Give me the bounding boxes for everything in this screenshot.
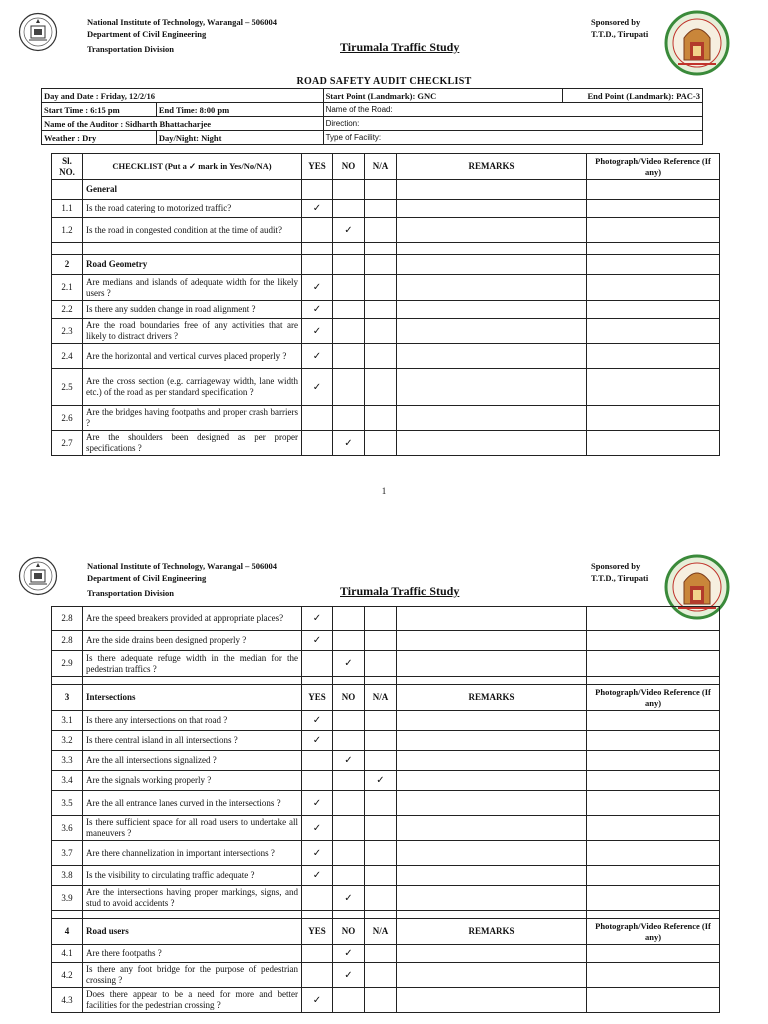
start-time-field: Start Time : 6:15 pm bbox=[42, 103, 157, 117]
auditor-field: Name of the Auditor : Sidharth Bhattacharjee bbox=[42, 117, 324, 131]
remarks-cell bbox=[397, 431, 587, 456]
empty-cell bbox=[587, 180, 720, 200]
item-number: 2.3 bbox=[52, 319, 83, 344]
checklist-row bbox=[52, 841, 720, 866]
empty-cell bbox=[52, 677, 83, 685]
empty-cell bbox=[397, 180, 587, 200]
col-remarks-header: REMARKS bbox=[397, 154, 587, 180]
spacer-row bbox=[52, 243, 720, 255]
remarks-cell bbox=[397, 731, 587, 751]
yes-cell bbox=[302, 963, 333, 988]
photo-cell bbox=[587, 406, 720, 431]
item-number: 3.3 bbox=[52, 751, 83, 771]
empty-cell bbox=[52, 243, 83, 255]
checklist-row bbox=[52, 945, 720, 963]
no-cell bbox=[333, 369, 365, 406]
yes-cell: ✓ bbox=[302, 369, 333, 406]
direction-field: Direction: bbox=[323, 117, 702, 131]
yes-cell: ✓ bbox=[302, 731, 333, 751]
sponsor-block bbox=[591, 16, 648, 40]
end-time-field: End Time: 8:00 pm bbox=[156, 103, 323, 117]
na-cell bbox=[365, 751, 397, 771]
col-checklist-header: CHECKLIST (Put a ✓ mark in Yes/No/NA) bbox=[83, 154, 302, 180]
item-question: Are the all intersections signalized ? bbox=[83, 751, 302, 771]
item-number: 1.2 bbox=[52, 218, 83, 243]
photo-cell bbox=[587, 791, 720, 816]
photo-cell bbox=[587, 731, 720, 751]
remarks-cell bbox=[397, 406, 587, 431]
no-cell bbox=[333, 866, 365, 886]
ttd-emblem-icon bbox=[664, 8, 730, 78]
no-cell: ✓ bbox=[333, 963, 365, 988]
yes-cell: ✓ bbox=[302, 791, 333, 816]
no-cell: ✓ bbox=[333, 751, 365, 771]
no-cell bbox=[333, 841, 365, 866]
yes-cell bbox=[302, 945, 333, 963]
item-number: 2.8 bbox=[52, 631, 83, 651]
empty-cell bbox=[302, 911, 333, 919]
item-number: 2.4 bbox=[52, 344, 83, 369]
checklist-row bbox=[52, 866, 720, 886]
na-cell bbox=[365, 731, 397, 751]
remarks-cell bbox=[397, 963, 587, 988]
item-question: Are there footpaths ? bbox=[83, 945, 302, 963]
empty-cell bbox=[333, 677, 365, 685]
audit-info-table bbox=[41, 88, 703, 145]
checklist-row bbox=[52, 988, 720, 1013]
section-header-row bbox=[52, 685, 720, 711]
section-number: 4 bbox=[52, 919, 83, 945]
remarks-cell bbox=[397, 751, 587, 771]
na-cell bbox=[365, 301, 397, 319]
empty-cell bbox=[365, 911, 397, 919]
checklist-row bbox=[52, 607, 720, 631]
section-number: 2 bbox=[52, 255, 83, 275]
item-question: Is there any intersections on that road ? bbox=[83, 711, 302, 731]
photo-cell bbox=[587, 963, 720, 988]
photo-cell bbox=[587, 886, 720, 911]
checklist-title: ROAD SAFETY AUDIT CHECKLIST bbox=[296, 76, 472, 87]
item-number: 3.4 bbox=[52, 771, 83, 791]
photo-cell bbox=[587, 200, 720, 218]
checklist-row bbox=[52, 731, 720, 751]
end-point-field: End Point (Landmark): PAC-3 bbox=[563, 89, 703, 103]
item-number: 2.2 bbox=[52, 301, 83, 319]
checklist-row bbox=[52, 319, 720, 344]
photo-cell bbox=[587, 988, 720, 1013]
na-cell bbox=[365, 319, 397, 344]
na-cell bbox=[365, 945, 397, 963]
page-header bbox=[0, 0, 768, 70]
division-name: Transportation Division bbox=[87, 44, 174, 54]
item-number: 3.8 bbox=[52, 866, 83, 886]
col-sl-header: Sl. NO. bbox=[52, 154, 83, 180]
checklist-row bbox=[52, 301, 720, 319]
facility-field: Type of Facility: bbox=[323, 131, 702, 145]
empty-cell bbox=[587, 911, 720, 919]
item-question: Are there channelization in important intersections ? bbox=[83, 841, 302, 866]
empty-cell bbox=[333, 911, 365, 919]
sponsor-name: T.T.D., Tirupati bbox=[591, 573, 649, 583]
col-na-header: N/A bbox=[365, 154, 397, 180]
yes-cell bbox=[302, 218, 333, 243]
yes-cell: ✓ bbox=[302, 841, 333, 866]
na-cell bbox=[365, 344, 397, 369]
sponsored-by-label: Sponsored by bbox=[591, 17, 641, 27]
checklist-row bbox=[52, 711, 720, 731]
na-cell bbox=[365, 963, 397, 988]
item-number: 2.5 bbox=[52, 369, 83, 406]
no-cell bbox=[333, 344, 365, 369]
spacer-row bbox=[52, 911, 720, 919]
item-question: Are the bridges having footpaths and proper crash barriers ? bbox=[83, 406, 302, 431]
no-cell bbox=[333, 406, 365, 431]
remarks-cell bbox=[397, 945, 587, 963]
photo-cell bbox=[587, 866, 720, 886]
yes-cell bbox=[302, 431, 333, 456]
no-cell bbox=[333, 731, 365, 751]
column-header-row bbox=[52, 154, 720, 180]
photo-cell bbox=[587, 711, 720, 731]
institute-name: National Institute of Technology, Warangal – 506004 bbox=[87, 17, 277, 27]
checklist-row bbox=[52, 651, 720, 677]
photo-cell bbox=[587, 275, 720, 301]
start-point-field: Start Point (Landmark): GNC bbox=[323, 89, 563, 103]
item-question: Is there any sudden change in road alignment ? bbox=[83, 301, 302, 319]
no-cell bbox=[333, 319, 365, 344]
item-question: Is the road in congested condition at the time of audit? bbox=[83, 218, 302, 243]
item-question: Is the road catering to motorized traffic? bbox=[83, 200, 302, 218]
na-cell bbox=[365, 651, 397, 677]
col-remarks-header: REMARKS bbox=[397, 919, 587, 945]
col-photo-header: Photograph/Video Reference (If any) bbox=[587, 685, 720, 711]
empty-cell bbox=[333, 180, 365, 200]
page-2 bbox=[0, 544, 768, 1024]
col-yes-header: YES bbox=[302, 685, 333, 711]
empty-cell bbox=[333, 243, 365, 255]
na-cell bbox=[365, 631, 397, 651]
sponsored-by-label: Sponsored by bbox=[591, 561, 641, 571]
no-cell: ✓ bbox=[333, 431, 365, 456]
photo-cell bbox=[587, 319, 720, 344]
col-na-header: N/A bbox=[365, 919, 397, 945]
remarks-cell bbox=[397, 988, 587, 1013]
col-no-header: NO bbox=[333, 154, 365, 180]
na-cell bbox=[365, 711, 397, 731]
item-number: 3.5 bbox=[52, 791, 83, 816]
na-cell bbox=[365, 275, 397, 301]
item-question: Is the visibility to circulating traffic adequate ? bbox=[83, 866, 302, 886]
photo-cell bbox=[587, 218, 720, 243]
yes-cell: ✓ bbox=[302, 988, 333, 1013]
na-cell bbox=[365, 816, 397, 841]
col-photo-header: Photograph/Video Reference (If any) bbox=[587, 154, 720, 180]
na-cell bbox=[365, 200, 397, 218]
yes-cell: ✓ bbox=[302, 866, 333, 886]
remarks-cell bbox=[397, 771, 587, 791]
checklist-row bbox=[52, 886, 720, 911]
checklist-row bbox=[52, 963, 720, 988]
item-question: Is there sufficient space for all road users to undertake all maneuvers ? bbox=[83, 816, 302, 841]
item-question: Are the road boundaries free of any activities that are likely to distract drivers ? bbox=[83, 319, 302, 344]
checklist-row bbox=[52, 344, 720, 369]
remarks-cell bbox=[397, 369, 587, 406]
study-title: Tirumala Traffic Study bbox=[340, 584, 460, 598]
photo-cell bbox=[587, 945, 720, 963]
no-cell bbox=[333, 771, 365, 791]
col-yes-header: YES bbox=[302, 919, 333, 945]
remarks-cell bbox=[397, 841, 587, 866]
col-yes-header: YES bbox=[302, 154, 333, 180]
institute-block bbox=[87, 560, 277, 599]
item-question: Are the cross section (e.g. carriageway width, lane width etc.) of the road as per standard specification ? bbox=[83, 369, 302, 406]
photo-cell bbox=[587, 841, 720, 866]
item-question: Is there adequate refuge width in the median for the pedestrian traffics ? bbox=[83, 651, 302, 677]
item-number: 3.9 bbox=[52, 886, 83, 911]
item-question: Is there any foot bridge for the purpose of pedestrian crossing ? bbox=[83, 963, 302, 988]
section-number: 3 bbox=[52, 685, 83, 711]
institute-name: National Institute of Technology, Warangal – 506004 bbox=[87, 561, 277, 571]
page-number: 1 bbox=[381, 486, 387, 496]
no-cell bbox=[333, 301, 365, 319]
no-cell bbox=[333, 711, 365, 731]
item-question: Are medians and islands of adequate width for the likely users ? bbox=[83, 275, 302, 301]
empty-cell bbox=[302, 677, 333, 685]
remarks-cell bbox=[397, 886, 587, 911]
section-number bbox=[52, 180, 83, 200]
remarks-cell bbox=[397, 866, 587, 886]
na-cell bbox=[365, 886, 397, 911]
section-row bbox=[52, 255, 720, 275]
item-number: 2.6 bbox=[52, 406, 83, 431]
na-cell bbox=[365, 866, 397, 886]
checklist-row bbox=[52, 816, 720, 841]
empty-cell bbox=[397, 677, 587, 685]
remarks-cell bbox=[397, 200, 587, 218]
photo-cell bbox=[587, 751, 720, 771]
no-cell bbox=[333, 791, 365, 816]
day-night-field: Day/Night: Night bbox=[156, 131, 323, 145]
item-question: Are the side drains been designed properly ? bbox=[83, 631, 302, 651]
section-row bbox=[52, 180, 720, 200]
road-name-field: Name of the Road: bbox=[323, 103, 702, 117]
section-label: General bbox=[83, 180, 302, 200]
no-cell: ✓ bbox=[333, 886, 365, 911]
empty-cell bbox=[587, 677, 720, 685]
remarks-cell bbox=[397, 344, 587, 369]
yes-cell: ✓ bbox=[302, 711, 333, 731]
col-no-header: NO bbox=[333, 919, 365, 945]
photo-cell bbox=[587, 816, 720, 841]
empty-cell bbox=[365, 180, 397, 200]
study-title: Tirumala Traffic Study bbox=[340, 40, 460, 54]
na-cell bbox=[365, 431, 397, 456]
institute-block bbox=[87, 16, 277, 55]
remarks-cell bbox=[397, 791, 587, 816]
item-number: 4.3 bbox=[52, 988, 83, 1013]
item-number: 4.2 bbox=[52, 963, 83, 988]
empty-cell bbox=[83, 677, 302, 685]
remarks-cell bbox=[397, 218, 587, 243]
division-name: Transportation Division bbox=[87, 588, 174, 598]
remarks-cell bbox=[397, 319, 587, 344]
yes-cell bbox=[302, 886, 333, 911]
item-number: 3.6 bbox=[52, 816, 83, 841]
remarks-cell bbox=[397, 275, 587, 301]
remarks-cell bbox=[397, 816, 587, 841]
remarks-cell bbox=[397, 301, 587, 319]
yes-cell: ✓ bbox=[302, 344, 333, 369]
no-cell bbox=[333, 631, 365, 651]
checklist-table-page-1 bbox=[51, 153, 720, 456]
yes-cell bbox=[302, 751, 333, 771]
item-number: 2.9 bbox=[52, 651, 83, 677]
empty-cell bbox=[587, 255, 720, 275]
no-cell bbox=[333, 275, 365, 301]
sponsor-block bbox=[591, 560, 648, 584]
item-number: 2.8 bbox=[52, 607, 83, 631]
yes-cell bbox=[302, 651, 333, 677]
empty-cell bbox=[52, 911, 83, 919]
day-date-field: Day and Date : Friday, 12/2/16 bbox=[42, 89, 324, 103]
no-cell: ✓ bbox=[333, 218, 365, 243]
checklist-row bbox=[52, 771, 720, 791]
yes-cell: ✓ bbox=[302, 631, 333, 651]
no-cell bbox=[333, 200, 365, 218]
na-cell: ✓ bbox=[365, 771, 397, 791]
empty-cell bbox=[302, 255, 333, 275]
yes-cell: ✓ bbox=[302, 200, 333, 218]
na-cell bbox=[365, 841, 397, 866]
weather-field: Weather : Dry bbox=[42, 131, 157, 145]
item-question: Are the shoulders been designed as per proper specifications ? bbox=[83, 431, 302, 456]
col-na-header: N/A bbox=[365, 685, 397, 711]
col-no-header: NO bbox=[333, 685, 365, 711]
col-photo-header: Photograph/Video Reference (If any) bbox=[587, 919, 720, 945]
yes-cell: ✓ bbox=[302, 275, 333, 301]
checklist-row bbox=[52, 218, 720, 243]
photo-cell bbox=[587, 651, 720, 677]
na-cell bbox=[365, 218, 397, 243]
photo-cell bbox=[587, 771, 720, 791]
item-question: Are the all entrance lanes curved in the intersections ? bbox=[83, 791, 302, 816]
empty-cell bbox=[365, 243, 397, 255]
remarks-cell bbox=[397, 607, 587, 631]
no-cell: ✓ bbox=[333, 945, 365, 963]
item-number: 3.7 bbox=[52, 841, 83, 866]
yes-cell bbox=[302, 771, 333, 791]
nit-warangal-logo-icon bbox=[18, 556, 58, 596]
no-cell bbox=[333, 816, 365, 841]
item-question: Are the horizontal and vertical curves placed properly ? bbox=[83, 344, 302, 369]
empty-cell bbox=[397, 911, 587, 919]
checklist-row bbox=[52, 751, 720, 771]
empty-cell bbox=[365, 677, 397, 685]
empty-cell bbox=[397, 255, 587, 275]
item-question: Is there central island in all intersections ? bbox=[83, 731, 302, 751]
checklist-row bbox=[52, 631, 720, 651]
photo-cell bbox=[587, 369, 720, 406]
yes-cell bbox=[302, 406, 333, 431]
empty-cell bbox=[365, 255, 397, 275]
department-name: Department of Civil Engineering bbox=[87, 573, 207, 583]
photo-cell bbox=[587, 344, 720, 369]
page-header bbox=[0, 544, 768, 614]
checklist-row bbox=[52, 369, 720, 406]
checklist-row bbox=[52, 406, 720, 431]
yes-cell: ✓ bbox=[302, 816, 333, 841]
na-cell bbox=[365, 369, 397, 406]
section-label: Road users bbox=[83, 919, 302, 945]
empty-cell bbox=[587, 243, 720, 255]
yes-cell: ✓ bbox=[302, 319, 333, 344]
section-header-row bbox=[52, 919, 720, 945]
remarks-cell bbox=[397, 631, 587, 651]
photo-cell bbox=[587, 607, 720, 631]
no-cell: ✓ bbox=[333, 651, 365, 677]
checklist-row bbox=[52, 200, 720, 218]
item-number: 3.2 bbox=[52, 731, 83, 751]
na-cell bbox=[365, 988, 397, 1013]
photo-cell bbox=[587, 431, 720, 456]
spacer-row bbox=[52, 677, 720, 685]
na-cell bbox=[365, 607, 397, 631]
item-number: 2.7 bbox=[52, 431, 83, 456]
item-number: 3.1 bbox=[52, 711, 83, 731]
item-question: Are the intersections having proper markings, signs, and stud to avoid accidents ? bbox=[83, 886, 302, 911]
section-label: Intersections bbox=[83, 685, 302, 711]
item-number: 1.1 bbox=[52, 200, 83, 218]
yes-cell: ✓ bbox=[302, 301, 333, 319]
photo-cell bbox=[587, 301, 720, 319]
na-cell bbox=[365, 791, 397, 816]
no-cell bbox=[333, 988, 365, 1013]
empty-cell bbox=[397, 243, 587, 255]
checklist-row bbox=[52, 275, 720, 301]
yes-cell: ✓ bbox=[302, 607, 333, 631]
photo-cell bbox=[587, 631, 720, 651]
empty-cell bbox=[302, 180, 333, 200]
item-question: Does there appear to be a need for more and better facilities for the pedestrian crossing ? bbox=[83, 988, 302, 1013]
nit-warangal-logo-icon bbox=[18, 12, 58, 52]
department-name: Department of Civil Engineering bbox=[87, 29, 207, 39]
na-cell bbox=[365, 406, 397, 431]
empty-cell bbox=[83, 911, 302, 919]
checklist-row bbox=[52, 431, 720, 456]
item-number: 4.1 bbox=[52, 945, 83, 963]
checklist-row bbox=[52, 791, 720, 816]
item-number: 2.1 bbox=[52, 275, 83, 301]
sponsor-name: T.T.D., Tirupati bbox=[591, 29, 649, 39]
remarks-cell bbox=[397, 651, 587, 677]
empty-cell bbox=[333, 255, 365, 275]
no-cell bbox=[333, 607, 365, 631]
empty-cell bbox=[302, 243, 333, 255]
empty-cell bbox=[83, 243, 302, 255]
checklist-table-page-2 bbox=[51, 606, 720, 1013]
section-label: Road Geometry bbox=[83, 255, 302, 275]
item-question: Are the signals working properly ? bbox=[83, 771, 302, 791]
remarks-cell bbox=[397, 711, 587, 731]
col-remarks-header: REMARKS bbox=[397, 685, 587, 711]
item-question: Are the speed breakers provided at appropriate places? bbox=[83, 607, 302, 631]
